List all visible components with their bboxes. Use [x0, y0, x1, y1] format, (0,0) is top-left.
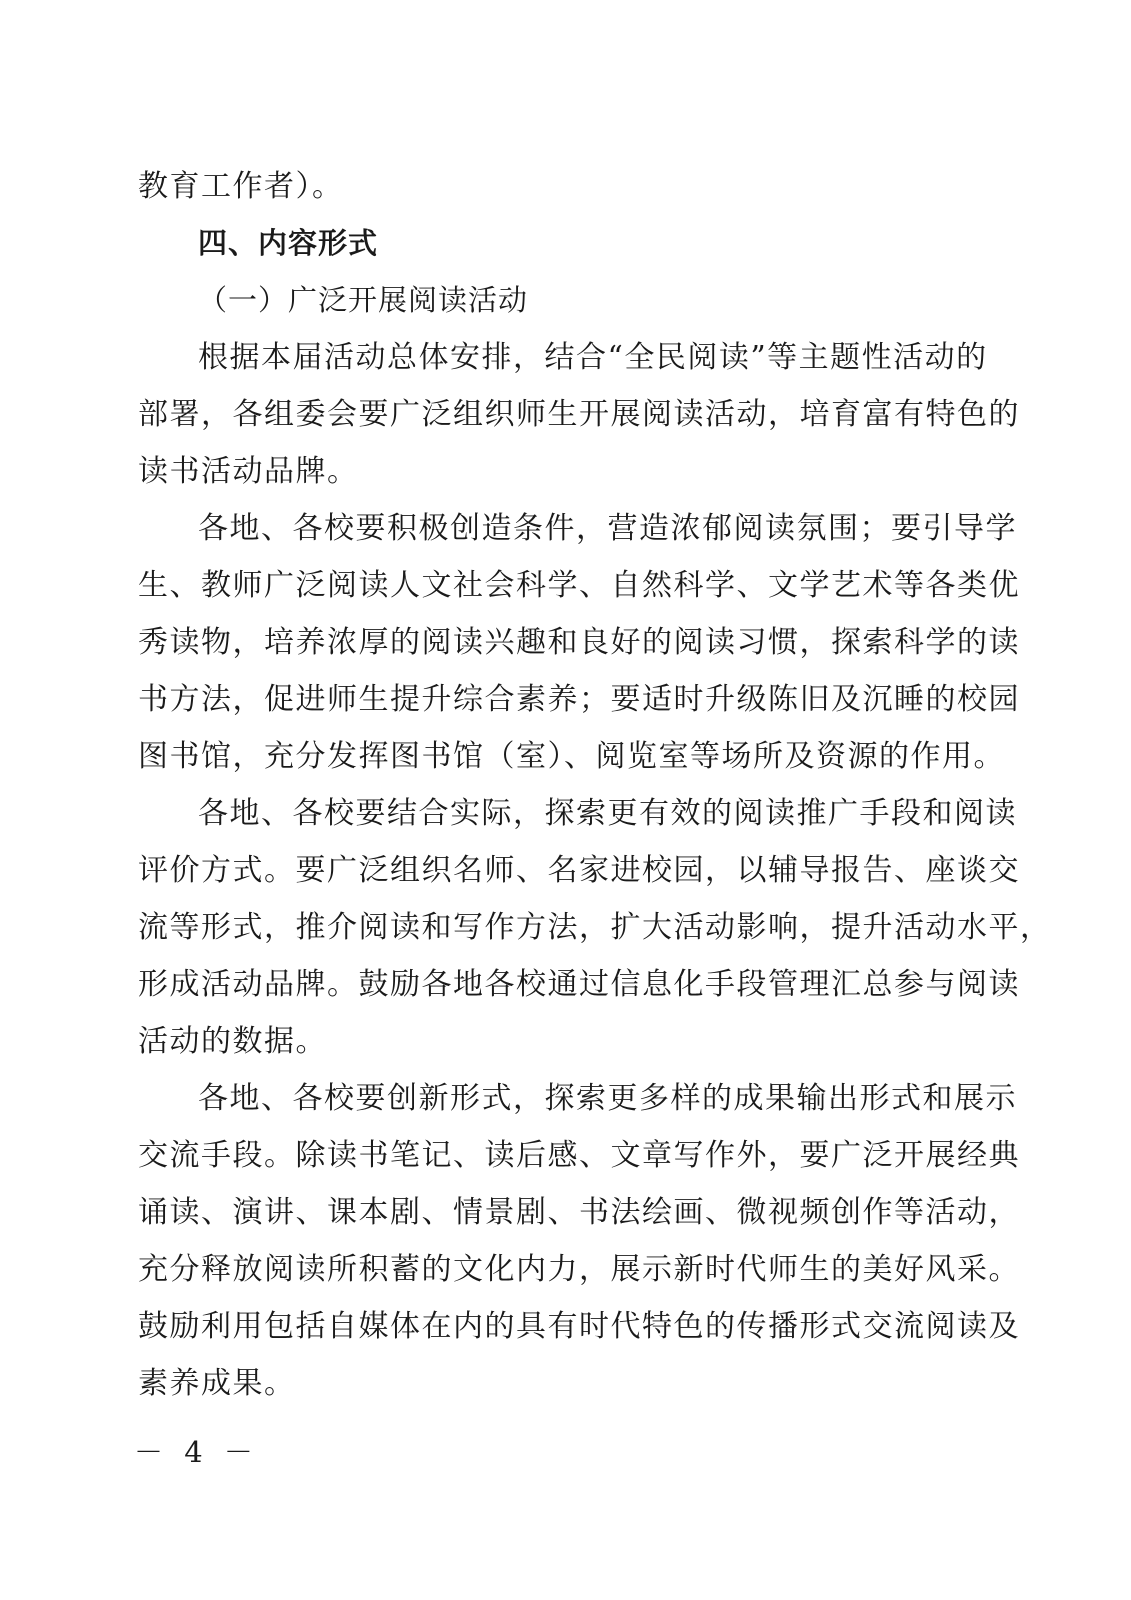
text-line: 图书馆，充分发挥图书馆（室）、阅览室等场所及资源的作用。: [138, 739, 1005, 774]
text-line: 各地、各校要创新形式，探索更多样的成果输出形式和展示: [198, 1081, 1017, 1116]
text-line: 读书活动品牌。: [138, 454, 359, 489]
text-line: 生、教师广泛阅读人文社会科学、自然科学、文学艺术等各类优: [138, 568, 1020, 603]
text-line: 各地、各校要积极创造条件，营造浓郁阅读氛围；要引导学: [198, 511, 1017, 546]
text-line: 根据本届活动总体安排，结合“全民阅读”等主题性活动的: [198, 340, 988, 375]
text-line: 流等形式，推介阅读和写作方法，扩大活动影响，提升活动水平，: [138, 910, 1052, 945]
text-line: 充分释放阅读所积蓄的文化内力，展示新时代师生的美好风采。: [138, 1252, 1020, 1287]
text-line: 活动的数据。: [138, 1024, 327, 1059]
text-line: 交流手段。除读书笔记、读后感、文章写作外，要广泛开展经典: [138, 1138, 1020, 1173]
text-line: 诵读、演讲、课本剧、情景剧、书法绘画、微视频创作等活动，: [138, 1195, 1020, 1230]
paragraph-2: [138, 500, 1020, 785]
text-line: 各地、各校要结合实际，探索更有效的阅读推广手段和阅读: [198, 796, 1017, 831]
text-line: 形成活动品牌。鼓励各地各校通过信息化手段管理汇总参与阅读: [138, 967, 1020, 1002]
text-line: 鼓励利用包括自媒体在内的具有时代特色的传播形式交流阅读及: [138, 1309, 1020, 1344]
text-line: 书方法，促进师生提升综合素养；要适时升级陈旧及沉睡的校园: [138, 682, 1020, 717]
subsection-heading: （一）广泛开展阅读活动: [198, 283, 529, 317]
text-line: 素养成果。: [138, 1366, 296, 1401]
paragraph-3: [138, 785, 1052, 1070]
text-line: 教育工作者）。: [138, 169, 344, 204]
paragraph-4: [138, 1070, 1020, 1412]
text-line: 部署，各组委会要广泛组织师生开展阅读活动，培育富有特色的: [138, 397, 1020, 432]
text-line: 评价方式。要广泛组织名师、名家进校园，以辅导报告、座谈交: [138, 853, 1020, 888]
document-body: [138, 158, 1052, 1412]
text-line: 秀读物，培养浓厚的阅读兴趣和良好的阅读习惯，探索科学的读: [138, 625, 1020, 660]
page-number: － 4 －: [134, 1435, 259, 1469]
paragraph-1: [138, 329, 1020, 500]
section-heading: 四、内容形式: [198, 226, 379, 260]
